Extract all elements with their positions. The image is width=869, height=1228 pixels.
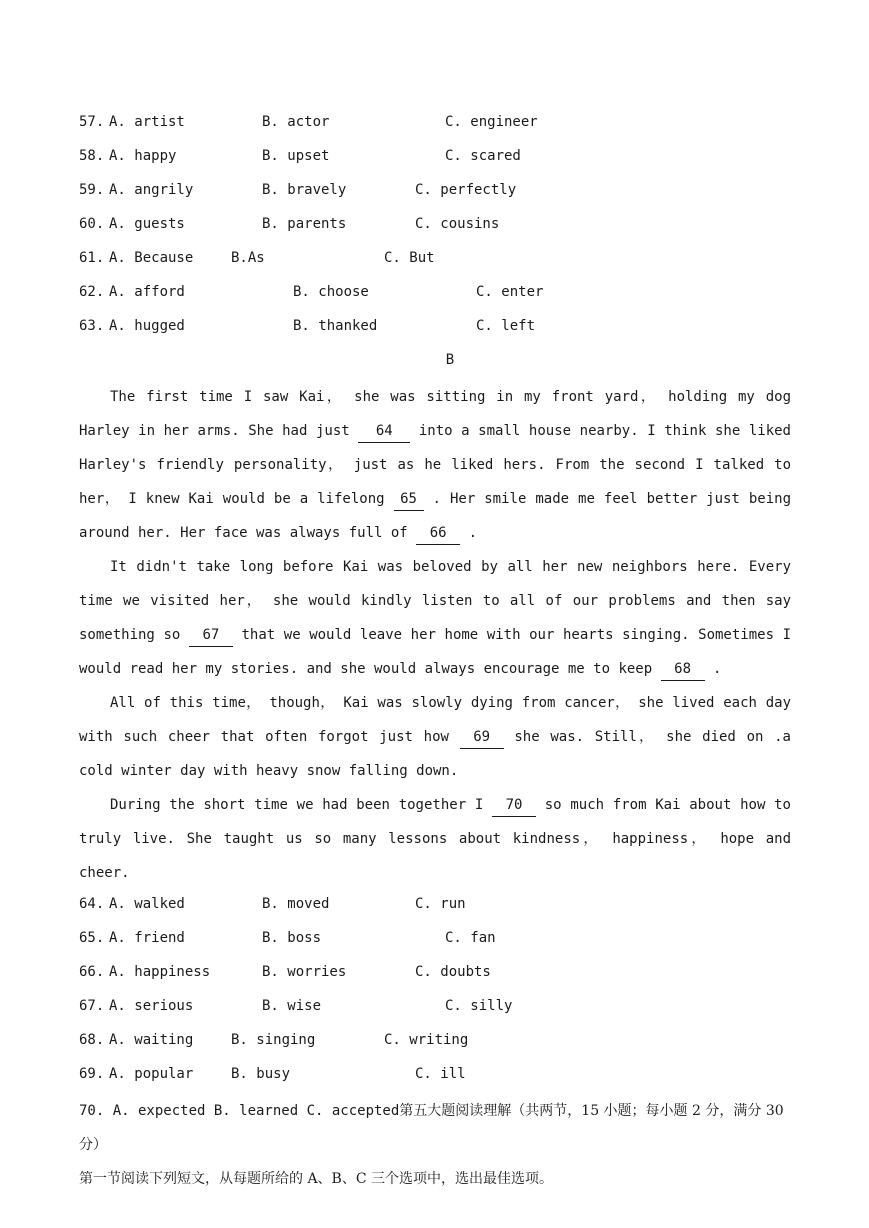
blank-69: 69	[460, 726, 504, 749]
question-60	[79, 210, 791, 244]
option-c: C. perfectly	[415, 182, 517, 198]
passage-paragraph-3	[79, 686, 791, 788]
passage-text: so much from Kai about how to truly live. She taught us so many lessons about kindness， happiness， hope and cheer.	[79, 797, 791, 881]
exam-page	[79, 108, 791, 1196]
blank-68: 68	[661, 658, 705, 681]
option-b: B. moved	[262, 896, 330, 912]
option-a: A. artist	[109, 114, 185, 130]
passage-text: she was. Still， she died on .a cold winter day with heavy snow falling down.	[79, 729, 791, 779]
passage-text: . Her smile made me feel better just being around her. Her face was always full of	[79, 491, 791, 541]
passage-text: The first time I saw Kai， she was sitting in my front yard， holding my dog Harley in her arms. She had just	[79, 389, 791, 439]
question-63	[79, 312, 791, 346]
option-c: C. enter	[476, 284, 544, 300]
question-61	[79, 244, 791, 278]
option-b: B. bravely	[262, 182, 347, 198]
option-a: A. happiness	[109, 964, 211, 980]
question-number: 69.	[79, 1066, 105, 1082]
question-number: 65.	[79, 930, 105, 946]
option-a: A. popular	[109, 1066, 194, 1082]
question-67	[79, 992, 791, 1026]
question-69	[79, 1060, 791, 1094]
question-number: 62.	[79, 284, 105, 300]
blank-64: 64	[358, 420, 410, 443]
question-number: 60.	[79, 216, 105, 232]
question-68	[79, 1026, 791, 1060]
option-c: C. But	[384, 250, 435, 266]
option-c: C. ill	[415, 1066, 466, 1082]
section-heading: 第五大题阅读理解（共两节，15 小题；每小题 2 分，满分 30 分）	[79, 1103, 784, 1153]
passage-text: During the short time we had been together I	[110, 797, 493, 813]
option-a: A. walked	[109, 896, 185, 912]
question-number: 59.	[79, 182, 105, 198]
option-b: B. parents	[262, 216, 347, 232]
question-70-and-section-heading	[79, 1094, 791, 1162]
option-a: A. serious	[109, 998, 194, 1014]
option-a: A. friend	[109, 930, 185, 946]
option-b: B. choose	[293, 284, 369, 300]
question-number: 68.	[79, 1032, 105, 1048]
passage-text: It didn't take long before Kai was beloved by all her new neighbors here. Every time we visited her， she would kindly listen to all of our problems and then say something so	[79, 559, 791, 643]
option-a: A. happy	[109, 148, 177, 164]
passage-text: All of this time， though， Kai was slowly dying from cancer， she lived each day with such cheer that often forgot just how	[79, 695, 791, 745]
option-c: C. doubts	[415, 964, 491, 980]
passage-paragraph-1	[79, 380, 791, 550]
option-c: C. scared	[445, 148, 521, 164]
option-a: A. hugged	[109, 318, 185, 334]
question-64	[79, 890, 791, 924]
question-66	[79, 958, 791, 992]
option-b: B. upset	[262, 148, 330, 164]
option-b: B. singing	[231, 1032, 316, 1048]
question-62	[79, 278, 791, 312]
blank-70: 70	[492, 794, 536, 817]
option-b: B. worries	[262, 964, 347, 980]
blank-67: 67	[189, 624, 233, 647]
passage-text: .	[704, 661, 722, 677]
section-instruction: 第一节阅读下列短文，从每题所给的 A、B、C 三个选项中，选出最佳选项。	[79, 1171, 554, 1187]
passage-paragraph-4	[79, 788, 791, 890]
option-b: B. actor	[262, 114, 330, 130]
question-70-options: 70. A. expected B. learned C. accepted	[79, 1103, 400, 1119]
blank-65: 65	[394, 488, 424, 511]
question-number: 63.	[79, 318, 105, 334]
option-a: A. angrily	[109, 182, 194, 198]
option-c: C. run	[415, 896, 466, 912]
passage-text: into a small house nearby. I think she liked Harley's friendly personality， just as he liked hers. From the second I talked to her， I knew Kai would be a lifelong	[79, 423, 791, 507]
option-c: C. cousins	[415, 216, 500, 232]
section-letter: B	[445, 352, 455, 368]
option-b: B. boss	[262, 930, 322, 946]
question-58	[79, 142, 791, 176]
option-a: A. guests	[109, 216, 185, 232]
question-number: 57.	[79, 114, 105, 130]
blank-66: 66	[416, 522, 460, 545]
question-number: 58.	[79, 148, 105, 164]
question-57	[79, 108, 791, 142]
question-number: 66.	[79, 964, 105, 980]
option-b: B.As	[231, 250, 265, 266]
question-59	[79, 176, 791, 210]
option-c: C. engineer	[445, 114, 538, 130]
passage-paragraph-2	[79, 550, 791, 686]
option-b: B. thanked	[293, 318, 378, 334]
option-b: B. wise	[262, 998, 322, 1014]
option-b: B. busy	[231, 1066, 291, 1082]
option-a: A. waiting	[109, 1032, 194, 1048]
passage-text: .	[460, 525, 478, 541]
option-a: A. Because	[109, 250, 194, 266]
question-65	[79, 924, 791, 958]
option-c: C. left	[476, 318, 536, 334]
question-number: 64.	[79, 896, 105, 912]
option-a: A. afford	[109, 284, 185, 300]
question-number: 61.	[79, 250, 105, 266]
option-c: C. writing	[384, 1032, 469, 1048]
question-number: 67.	[79, 998, 105, 1014]
option-c: C. fan	[445, 930, 496, 946]
passage-text: that we would leave her home with our hearts singing. Sometimes I would read her my stories. and she would always encourage me to keep	[79, 627, 792, 677]
option-c: C. silly	[445, 998, 513, 1014]
